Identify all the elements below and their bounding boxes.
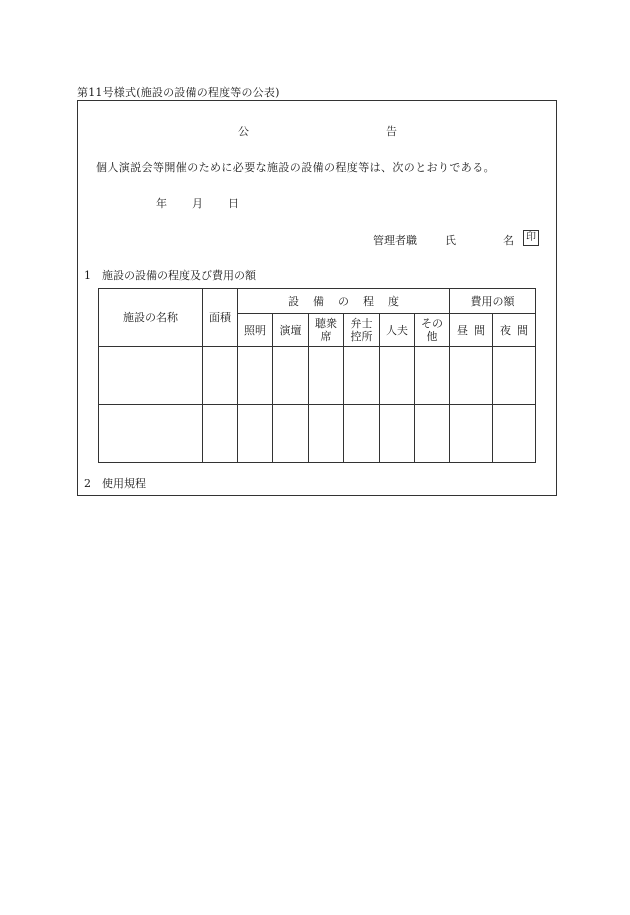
cell-area: [203, 405, 238, 463]
cell-speaker-room: [344, 405, 380, 463]
header-other-line1: その: [421, 317, 444, 330]
cell-lighting: [238, 405, 273, 463]
cell-lighting: [238, 347, 273, 405]
header-audience-line1: 聴衆: [315, 317, 337, 330]
date-month: 月: [192, 197, 203, 210]
section-1-label: 施設の設備の程度及び費用の額: [102, 269, 256, 282]
equipment-table: [98, 288, 536, 463]
header-equipment-group: 設備の程度: [238, 289, 450, 314]
header-other: [415, 314, 450, 347]
cell-facility-name: [99, 405, 203, 463]
cell-audience-seats: [309, 405, 344, 463]
header-speaker-line2: 控所: [350, 330, 373, 343]
admin-name-2: 名: [503, 234, 514, 247]
header-area: 面積: [203, 289, 238, 347]
header-audience-seats: [309, 314, 344, 347]
cell-facility-name: [99, 347, 203, 405]
cell-area: [203, 347, 238, 405]
admin-line: [373, 231, 543, 247]
seal-box: 印: [523, 230, 539, 246]
section-1-number: 1: [84, 269, 91, 282]
cell-cost-night: [493, 347, 536, 405]
table-row: [99, 347, 536, 405]
header-cost-night: 夜間: [493, 314, 536, 347]
cell-staff: [380, 347, 415, 405]
cell-speaker-room: [344, 347, 380, 405]
header-staff: 人夫: [380, 314, 415, 347]
section-2-number: 2: [84, 477, 91, 490]
cell-audience-seats: [309, 347, 344, 405]
cell-other: [415, 405, 450, 463]
section-1-heading: [84, 267, 256, 283]
header-cost-day: 昼間: [450, 314, 493, 347]
notice-title-right: 告: [386, 125, 397, 138]
admin-title: 管理者職: [373, 234, 417, 247]
cell-stage: [273, 405, 309, 463]
cell-cost-day: [450, 405, 493, 463]
notice-body: 個人演説会等開催のために必要な施設の設備の程度等は、次のとおりである。: [96, 161, 495, 174]
cell-other: [415, 347, 450, 405]
header-speaker-line1: 弁士: [350, 317, 373, 330]
header-audience-line2: 席: [320, 330, 332, 343]
header-other-line2: 他: [426, 330, 438, 343]
date-day: 日: [228, 197, 239, 210]
cell-stage: [273, 347, 309, 405]
date-year: 年: [156, 197, 167, 210]
header-speaker-room: [344, 314, 380, 347]
cell-staff: [380, 405, 415, 463]
cell-cost-day: [450, 347, 493, 405]
header-cost-group: 費用の額: [450, 289, 536, 314]
header-lighting: 照明: [238, 314, 273, 347]
admin-name-1: 氏: [445, 234, 456, 247]
section-2-heading: [84, 475, 146, 491]
notice-title-left: 公: [238, 125, 249, 138]
notice-frame: [77, 100, 557, 496]
cell-cost-night: [493, 405, 536, 463]
header-facility-name: 施設の名称: [99, 289, 203, 347]
header-stage: 演壇: [273, 314, 309, 347]
section-2-label: 使用規程: [102, 477, 146, 490]
table-row: [99, 405, 536, 463]
form-label: 第11号様式(施設の設備の程度等の公表): [77, 86, 280, 99]
